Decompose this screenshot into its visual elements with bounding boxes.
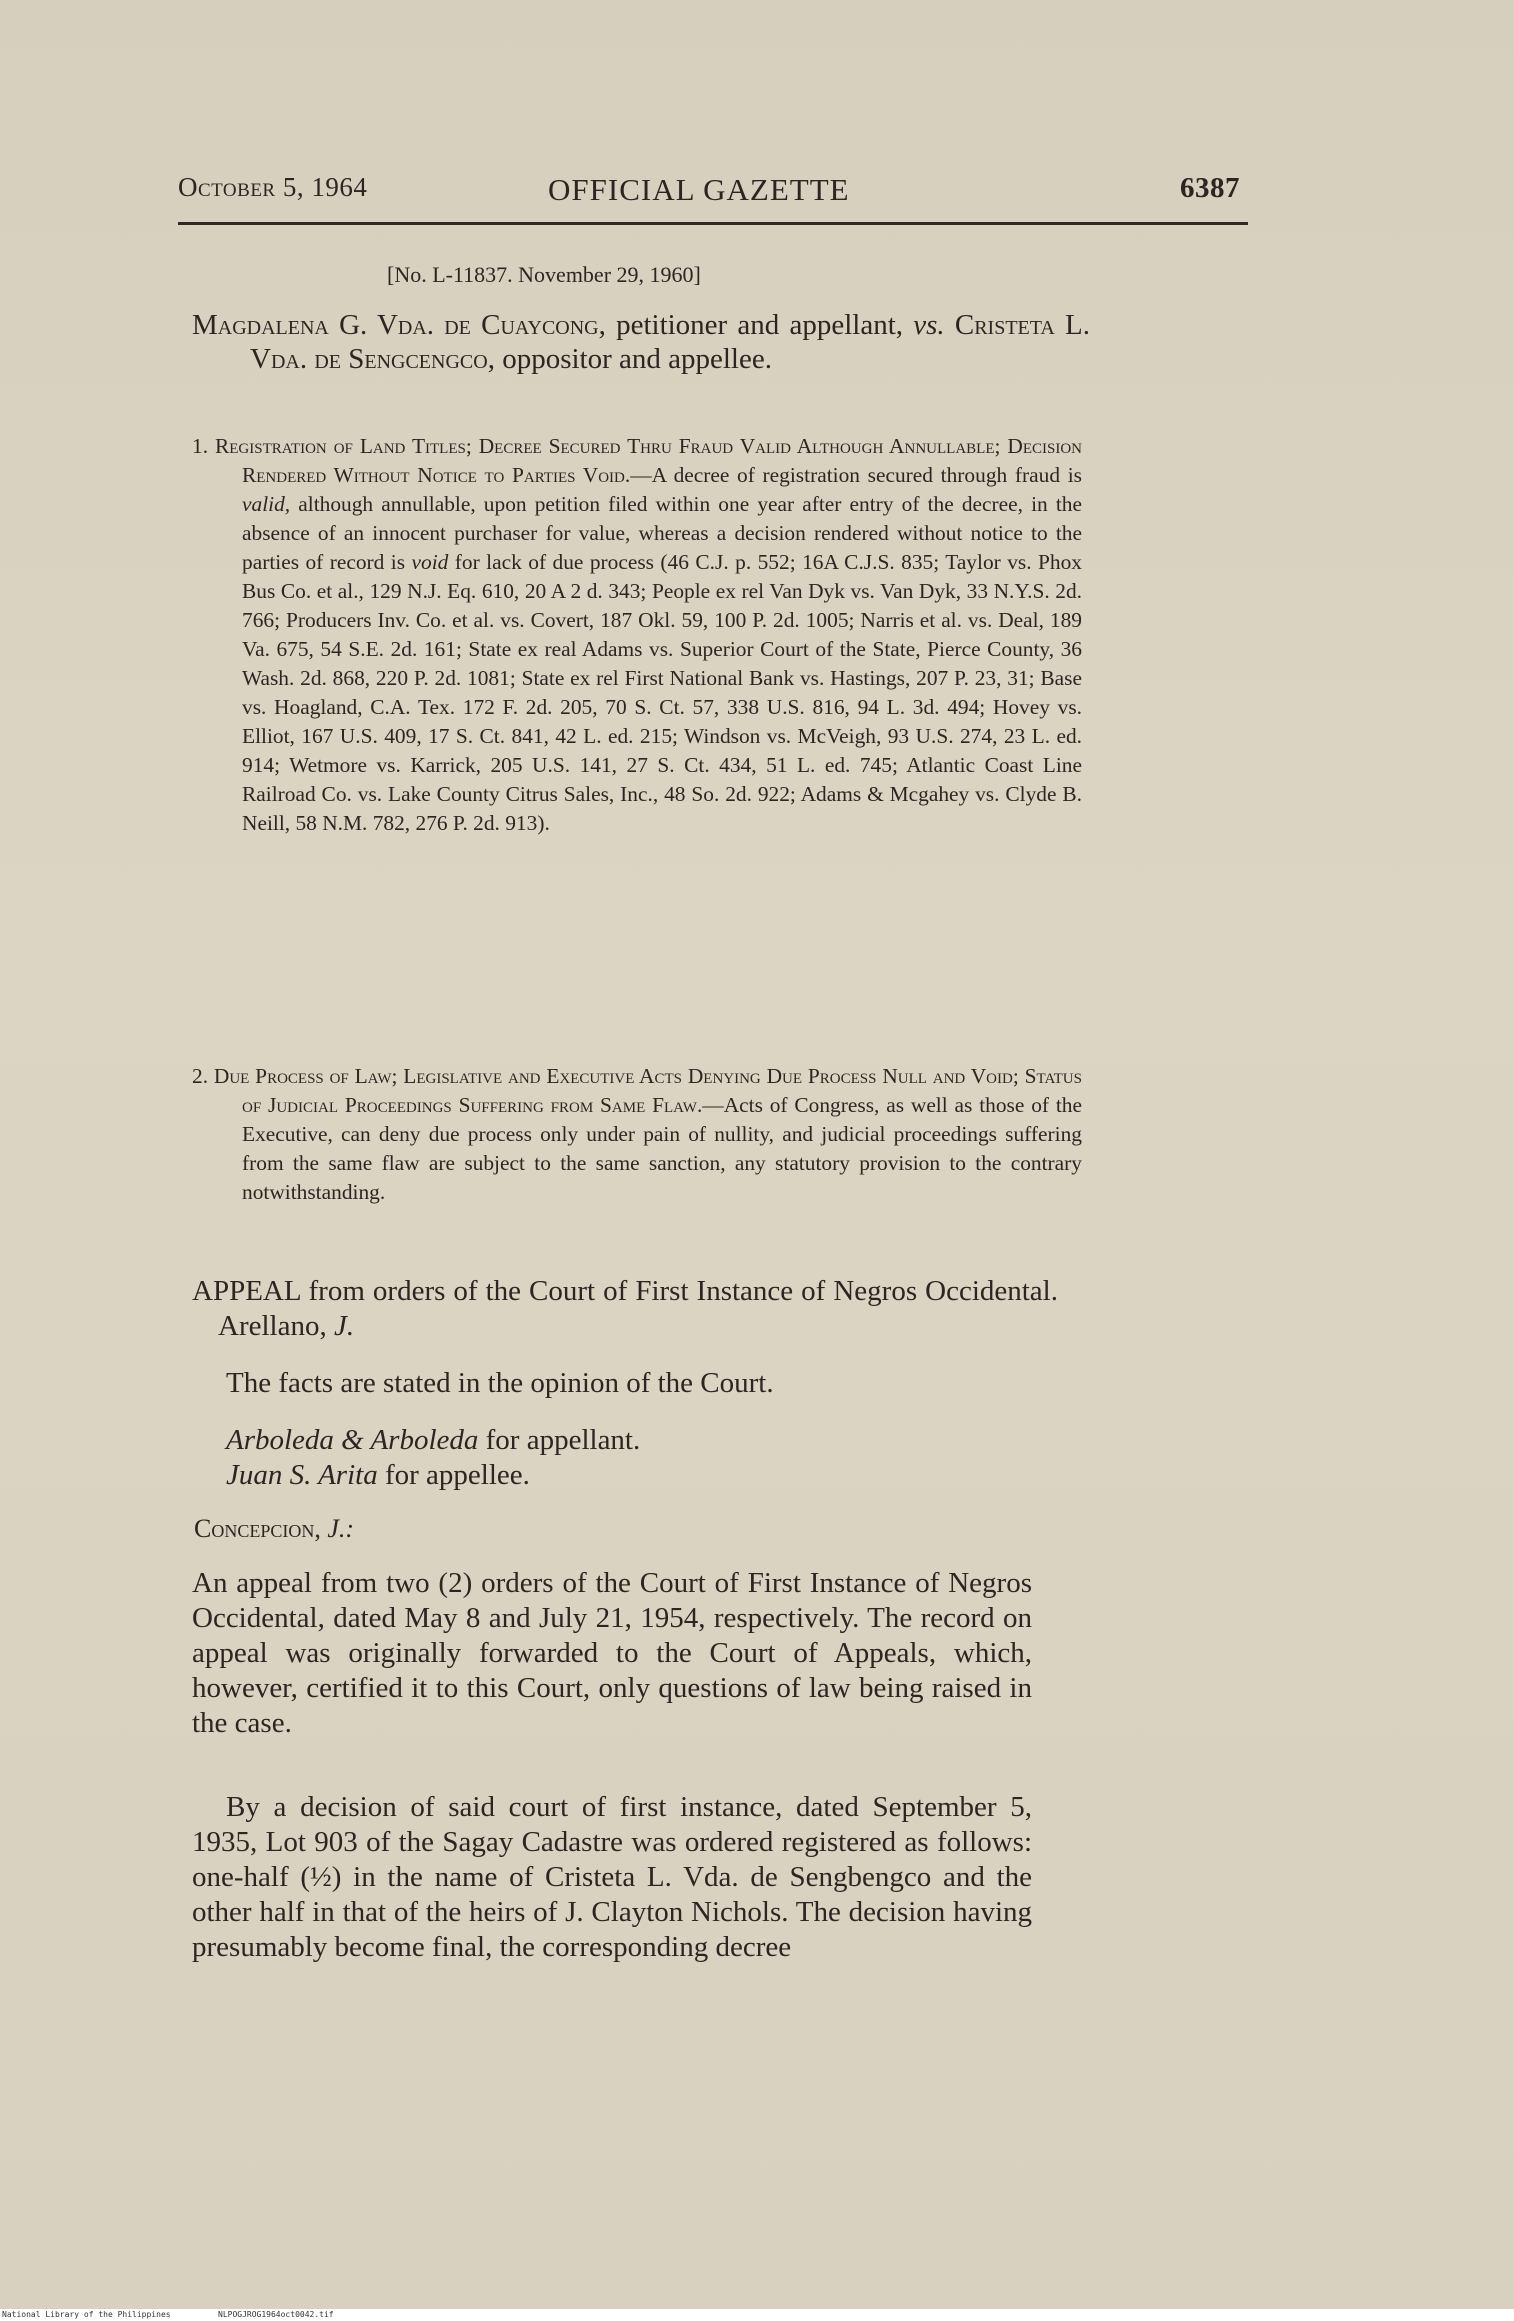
syllabus-emphasis: valid, [242, 492, 291, 516]
syllabus-heading: Registration of Land Titles; Decree Secured Thru Fraud Valid Although Annullable; Decision Rendered Without Notice to Parties Void. [215, 434, 1082, 487]
appeal-lead: APPEAL [192, 1275, 301, 1307]
header-date: October 5, 1964 [178, 172, 368, 202]
syllabus-text: —Acts of Congress, as well as those of the Executive, can deny due process only under pain of nullity, and judicial proceedings suffering from the same flaw are subject to the same sanction, any statutory provision to the contrary notwithstanding. [242, 1093, 1082, 1204]
header-rule [178, 222, 1248, 225]
page-number: 6387 [1180, 172, 1240, 204]
syllabus-text: although annullable, upon petition filed within one year after entry of the decree, in the absence of an innocent purchaser for value, whereas a decision rendered without notice to the parties of record is [242, 492, 1082, 574]
facts-statement: The facts are stated in the opinion of the Court. [226, 1367, 774, 1399]
syllabus-item-2 [192, 1062, 1082, 1207]
oppositor-name: Cristeta L. Vda. de Sengcengco [250, 309, 1090, 375]
counsel-block [226, 1423, 1066, 1493]
ponente-title: J.: [320, 1514, 355, 1543]
appellee-counsel-names: Juan S. Arita [226, 1459, 378, 1491]
syllabus-emphasis: void [411, 550, 449, 574]
library-credit: National Library of the Philippines [2, 2310, 171, 2319]
ponente-name: Concepcion, [194, 1514, 321, 1543]
appeal-text: from orders of the Court of First Instance of Negros Occidental. Arellano, [218, 1275, 1058, 1342]
appeal-judge: J. [333, 1310, 355, 1342]
syllabus-heading: Due Process of Law; Legislative and Executive Acts Denying Due Process Null and Void; Status of Judicial Proceedings Suffering from Same Flaw. [213, 1064, 1082, 1117]
syllabus-item-1 [192, 432, 1082, 838]
appellee-counsel [226, 1458, 1066, 1493]
syllabus-number: 1. [192, 434, 209, 458]
syllabus-citations: for lack of due process (46 C.J. p. 552; 16A C.J.S. 835; Taylor vs. Phox Bus Co. et al., 129 N.J. Eq. 610, 20 A 2 d. 343; People ex rel Van Dyk vs. Van Dyk, 33 N.Y.S. 2d. 766; Producers Inv. Co. et al. vs. Covert, 187 Okl. 59, 100 P. 2d. 1005; Narris et al. vs. Deal, 189 Va. 675, 54 S.E. 2d. 161; State ex real Adams vs. Superior Court of the State, Pierce County, 36 Wash. 2d. 868, 220 P. 2d. 1081; State ex rel First National Bank vs. Hastings, 207 P. 23, 31; Base vs. Hoagland, C.A. Tex. 172 F. 2d. 205, 70 S. Ct. 57, 338 U.S. 816, 94 L. 3d. 494; Hovey vs. Elliot, 167 U.S. 409, 17 S. Ct. 841, 42 L. ed. 215; Windson vs. McVeigh, 93 U.S. 274, 23 L. ed. 914; Wetmore vs. Karrick, 205 U.S. 141, 27 S. Ct. 434, 51 L. ed. 745; Atlantic Coast Line Railroad Co. vs. Lake County Citrus Sales, Inc., 48 So. 2d. 922; Adams & Mcgahey vs. Clyde B. Neill, 58 N.M. 782, 276 P. 2d. 913). [242, 550, 1083, 835]
case-number: [No. L-11837. November 29, 1960] [387, 262, 701, 287]
appellant-counsel-role: for appellant. [478, 1424, 641, 1456]
scan-footer [0, 2309, 1514, 2321]
opinion-paragraph-2: By a decision of said court of first instance, dated September 5, 1935, Lot 903 of the Sagay Cadastre was ordered registered as follows: one-half (½) in the name of Cristeta L. Vda. de Sengbengco and the other half in that of the heirs of J. Clayton Nichols. The decision having presumably become final, the corresponding decree [192, 1791, 1032, 1963]
syllabus-text: —A decree of registration secured through fraud is [630, 463, 1082, 487]
ponente [194, 1514, 1034, 1544]
opinion-paragraph-1: An appeal from two (2) orders of the Court of First Instance of Negros Occidental, dated May 8 and July 21, 1954, respectively. The record on appeal was originally forwarded to the Court of Appeals, which, however, certified it to this Court, only questions of law being raised in the case. [192, 1567, 1032, 1739]
versus: vs. [913, 309, 945, 341]
appeal-line [192, 1274, 1058, 1344]
appellee-counsel-role: for appellee. [377, 1459, 530, 1491]
scan-filename: NLPOGJROG1964oct0042.tif [218, 2310, 334, 2319]
petitioner-name: Magdalena G. Vda. de Cuaycong [192, 309, 599, 341]
syllabus-number: 2. [192, 1064, 209, 1088]
appellant-counsel [226, 1423, 1066, 1458]
publication-title: OFFICIAL GAZETTE [548, 172, 850, 207]
oppositor-role: , oppositor and appellee. [487, 343, 772, 375]
appellant-counsel-names: Arboleda & Arboleda [226, 1424, 479, 1456]
case-parties [192, 308, 1090, 376]
page-header [178, 172, 1240, 212]
petitioner-role: , petitioner and appellant, [598, 309, 914, 341]
